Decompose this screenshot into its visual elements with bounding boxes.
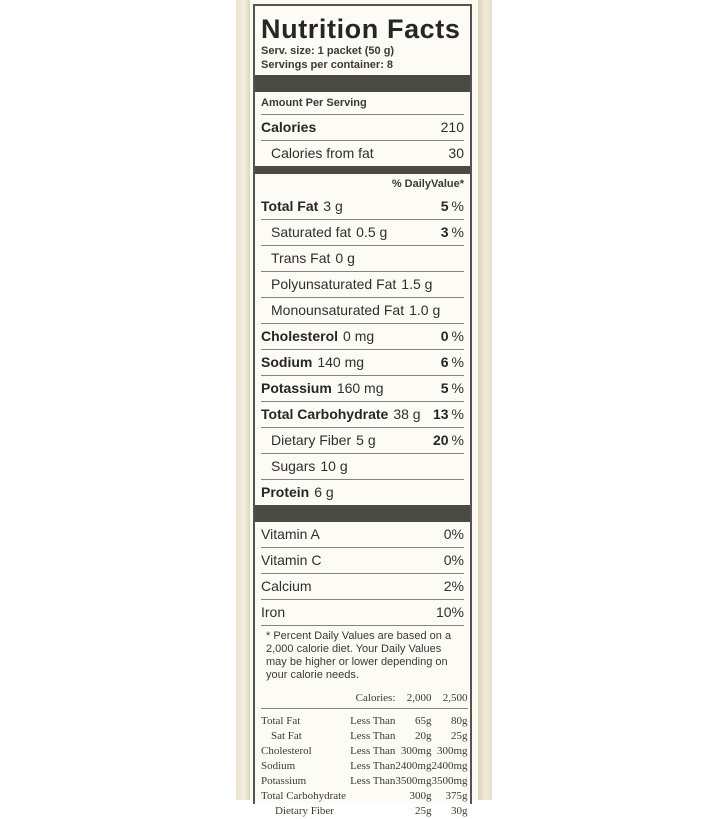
vitamin-name: Vitamin C [261, 552, 322, 568]
nutrient-row [261, 297, 464, 323]
thick-divider [255, 505, 470, 522]
calories-from-fat-value: 30 [448, 145, 464, 161]
nutrient-amount: 0 mg [343, 328, 375, 344]
nutrient-amount: 0 g [335, 250, 355, 266]
nutrient-row [261, 194, 464, 219]
nutrient-label: Saturated fat [271, 224, 352, 240]
nutrient-amount: 10 g [320, 458, 348, 474]
nutrient-daily-value [441, 324, 464, 349]
reference-qualifier [346, 789, 395, 804]
nutrient-amount: 0.5 g [356, 224, 388, 240]
reference-qualifier: Less Than [350, 775, 396, 787]
servings-per-container: Servings per container: 8 [261, 59, 394, 71]
nutrient-row [261, 401, 464, 427]
percent-sign: % [451, 198, 464, 214]
nutrient-amount: 38 g [393, 406, 421, 422]
nutrition-facts-label [253, 4, 472, 817]
reference-nutrient: Potassium [261, 775, 307, 787]
thick-divider [255, 75, 470, 92]
reference-value-2500: 80g [451, 715, 468, 727]
nutrient-row [261, 245, 464, 271]
nutrient-row [261, 219, 464, 245]
reference-qualifier [346, 804, 395, 819]
reference-value-2000: 300g [409, 790, 432, 802]
nutrient-name [261, 484, 334, 500]
nutrient-label: Trans Fat [271, 250, 331, 266]
daily-value-footnote: * Percent Daily Values are based on a 2,000 calorie diet. Your Daily Values may be higher or lower depending on your calorie needs. [261, 625, 464, 682]
percent-sign: % [451, 380, 464, 396]
reference-qualifier: Less Than [350, 730, 396, 742]
nutrient-amount: 140 mg [317, 354, 365, 370]
nutrient-label: Sodium [261, 354, 313, 370]
nutrient-daily-value [441, 194, 464, 219]
vitamin-daily-value: 2% [443, 578, 464, 594]
reference-calories-label: Calories: [346, 688, 395, 709]
vitamin-daily-value: 0% [443, 552, 464, 568]
nutrient-label: Dietary Fiber [271, 432, 352, 448]
reference-row [261, 744, 468, 759]
reference-nutrient: Total Carbohydrate [261, 790, 347, 802]
reference-value-2000: 25g [414, 805, 432, 817]
reference-value-2000: 2400mg [395, 760, 432, 772]
reference-value-2000: 20g [414, 730, 432, 742]
nutrient-name [261, 250, 355, 266]
calories-from-fat-label: Calories from fat [271, 145, 374, 161]
daily-value-reference-table [261, 688, 468, 819]
nutrient-daily-value [441, 376, 464, 401]
nutrient-amount: 160 mg [336, 380, 384, 396]
medium-divider [255, 166, 470, 174]
percent-sign: % [451, 432, 464, 448]
vitamin-row [261, 522, 464, 547]
nutrient-daily-value [433, 428, 464, 453]
vitamin-name: Calcium [261, 578, 312, 594]
reference-qualifier: Less Than [350, 715, 396, 727]
label-title: Nutrition Facts [261, 14, 461, 44]
percent-sign: % [451, 224, 464, 240]
reference-nutrient: Sodium [261, 760, 296, 772]
reference-col-2500: 2,500 [431, 688, 467, 709]
nutrient-row [261, 271, 464, 297]
reference-col-2000: 2,000 [395, 688, 431, 709]
reference-nutrient: Sat Fat [271, 730, 302, 742]
reference-value-2500: 30g [451, 805, 468, 817]
nutrient-amount: 1.5 g [401, 276, 433, 292]
nutrient-label: Sugars [271, 458, 316, 474]
calories-row [261, 114, 464, 140]
nutrient-name [261, 198, 343, 214]
nutrient-name [261, 276, 432, 292]
vitamin-daily-value: 0% [443, 526, 464, 542]
nutrient-daily-value [441, 350, 464, 375]
calories-from-fat-row [261, 140, 464, 166]
nutrient-daily-value [441, 220, 464, 245]
calories-label: Calories [261, 119, 317, 135]
nutrient-label: Cholesterol [261, 328, 339, 344]
vitamin-daily-value: 10% [435, 604, 464, 620]
vitamin-row [261, 573, 464, 599]
vitamin-name: Vitamin A [261, 526, 320, 542]
vitamin-row [261, 547, 464, 573]
nutrient-name [261, 406, 421, 422]
vitamin-name: Iron [261, 604, 286, 620]
nutrient-name [261, 302, 440, 318]
reference-value-2000: 300mg [400, 745, 432, 757]
nutrient-percent: 20 [432, 432, 449, 448]
nutrient-amount: 6 g [314, 484, 334, 500]
nutrient-row [261, 375, 464, 401]
reference-qualifier: Less Than [350, 745, 396, 757]
reference-row [261, 729, 468, 744]
nutrient-percent: 13 [432, 406, 449, 422]
reference-value-2500: 3500mg [431, 775, 468, 787]
percent-sign: % [451, 406, 464, 422]
reference-qualifier: Less Than [350, 760, 396, 772]
daily-value-header: % DailyValue* [391, 178, 464, 190]
nutrient-percent: 5 [440, 198, 449, 214]
reference-value-2500: 375g [445, 790, 468, 802]
nutrient-name [261, 328, 374, 344]
nutrient-percent: 0 [440, 328, 449, 344]
nutrient-label: Monounsaturated Fat [271, 302, 405, 318]
vitamin-row [261, 599, 464, 625]
reference-value-2000: 3500mg [395, 775, 432, 787]
reference-nutrient: Total Fat [261, 715, 301, 727]
nutrient-daily-value [433, 402, 464, 427]
nutrient-label: Potassium [261, 380, 332, 396]
package-edge-left [236, 0, 250, 800]
reference-row [261, 714, 468, 729]
nutrient-row [261, 323, 464, 349]
nutrient-row [261, 453, 464, 479]
nutrient-amount: 5 g [356, 432, 376, 448]
reference-nutrient: Cholesterol [261, 745, 312, 757]
nutrient-name [261, 354, 364, 370]
serving-size: Serv. size: 1 packet (50 g) [261, 45, 395, 57]
nutrient-row [261, 349, 464, 375]
nutrient-percent: 6 [440, 354, 449, 370]
nutrient-list [261, 194, 464, 505]
nutrient-label: Protein [261, 484, 310, 500]
reference-row [261, 804, 468, 819]
nutrient-name [261, 224, 387, 240]
reference-value-2500: 25g [451, 730, 468, 742]
reference-header-row [261, 688, 468, 709]
nutrient-percent: 3 [440, 224, 449, 240]
vitamin-list [261, 522, 464, 625]
reference-value-2000: 65g [414, 715, 432, 727]
nutrient-row [261, 427, 464, 453]
nutrient-label: Total Fat [261, 198, 319, 214]
reference-value-2500: 2400mg [431, 760, 468, 772]
reference-row [261, 774, 468, 789]
nutrient-percent: 5 [440, 380, 449, 396]
percent-sign: % [451, 354, 464, 370]
reference-value-2500: 300mg [436, 745, 468, 757]
nutrient-amount: 1.0 g [409, 302, 441, 318]
nutrient-name [261, 380, 384, 396]
nutrient-amount: 3 g [323, 198, 343, 214]
nutrient-label: Polyunsaturated Fat [271, 276, 397, 292]
reference-nutrient: Dietary Fiber [275, 805, 334, 817]
reference-row [261, 759, 468, 774]
nutrient-label: Total Carbohydrate [261, 406, 389, 422]
nutrient-name [261, 432, 376, 448]
calories-value: 210 [440, 119, 464, 135]
percent-sign: % [451, 328, 464, 344]
reference-row [261, 789, 468, 804]
nutrient-name [261, 458, 348, 474]
package-edge-right [478, 0, 492, 800]
nutrient-row [261, 479, 464, 505]
amount-per-serving: Amount Per Serving [261, 97, 367, 109]
